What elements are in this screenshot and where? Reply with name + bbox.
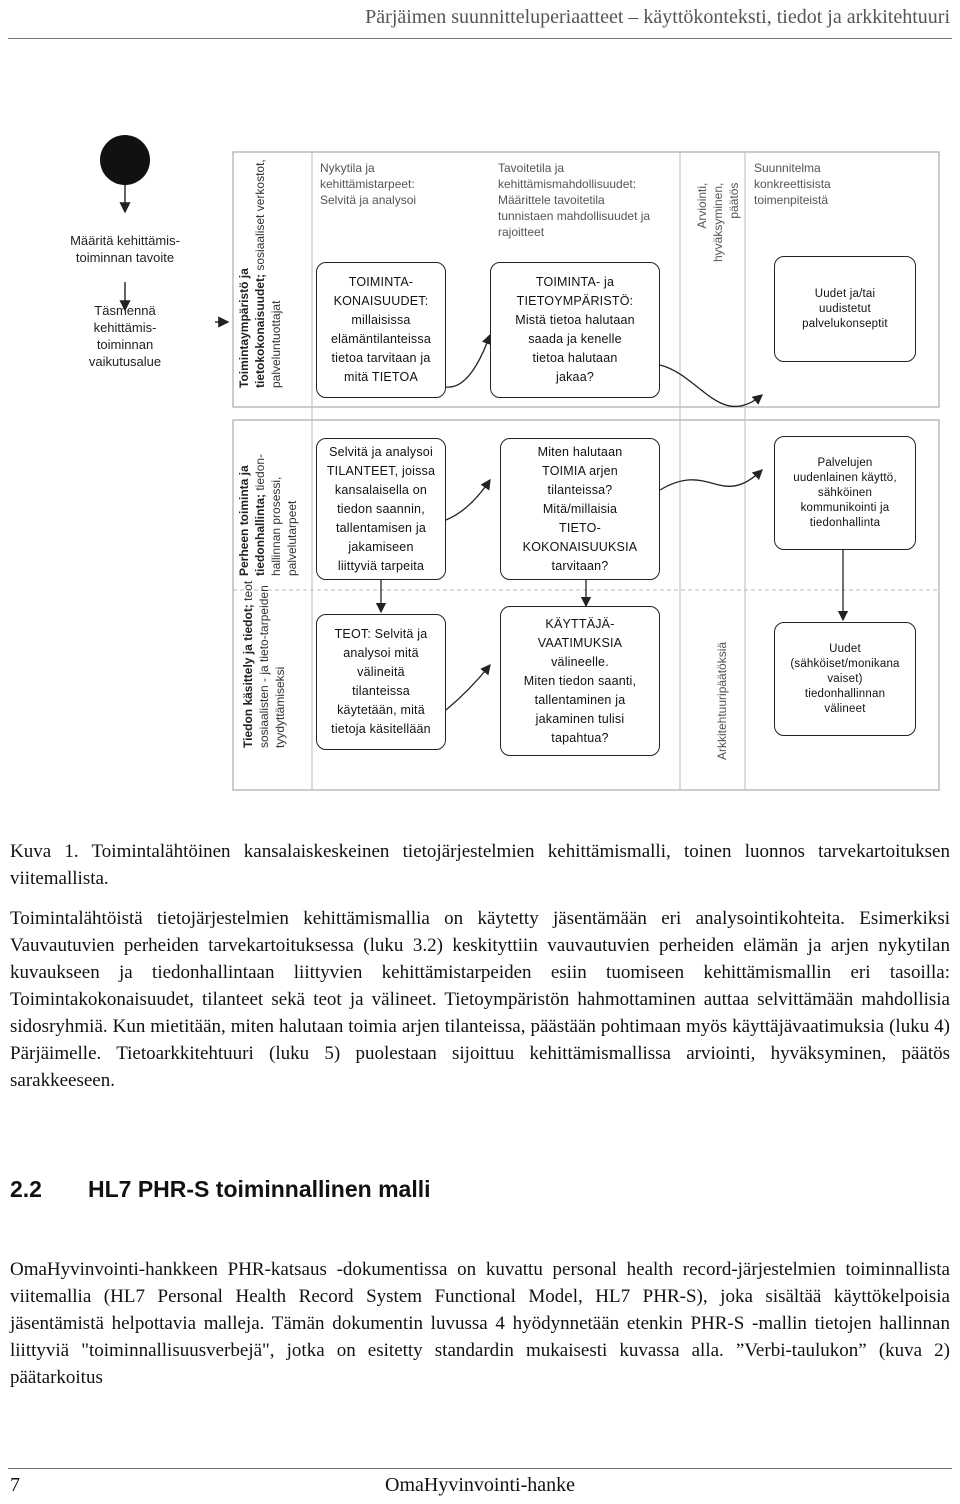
lane1-bold: Toimintaympäristö ja tietokokonaisuudet; [237, 268, 267, 388]
node-current-deeds: TEOT: Selvitä ja analysoi mitä välineitä tilanteissa käytetään, mitä tietoja käsitellään [316, 614, 446, 750]
footer-title: OmaHyvinvointi-hanke [385, 1474, 575, 1496]
section-title: HL7 PHR-S toiminnallinen malli [88, 1176, 431, 1202]
scope-text: Täsmennä kehittämis- toiminnan vaikutusalue [88, 303, 162, 369]
node-current-activities: TOIMINTA- KONAISUUDET: millaisissa elämäntilanteissa tietoa tarvitaan ja mitä TIETOA [316, 262, 446, 398]
node-target-environment: TOIMINTA- ja TIETOYMPÄRISTÖ: Mistä tietoa halutaan saada ja kenelle tietoa halutaan jakaa? [490, 262, 660, 398]
footer-rule [8, 1468, 952, 1469]
paragraph-2: OmaHyvinvointi-hankkeen PHR-katsaus -dokumentissa on kuvattu personal health record-järjestelmien toiminnallista viitemallia (HL7 Personal Health Record System Functional Model, HL7 PHR-S), joka sisältää käyttökelpoisia jäsentämistä helpottavia malleja. Tämän dokumentin luvussa 4 hyödynnetään etenkin PHR-S -mallin tietojen hallinnan liittyviä "toiminnallisuusverbejä", jotka on esitetty standardin mukaisesti kuvassa alla. ”Verbi-taulukon” (kuva 2) päätarkoitus [10, 1259, 950, 1388]
paragraph-1: Toimintalähtöistä tietojärjestelmien kehittämismallia on käytetty jäsentämään eri analysointikohteita. Esimerkiksi Vauvautuvien perheiden tarvekartoituksessa (luku 3.2) keskityttiin vauvautuvien perheiden elämän ja arjen nykytilan kuvaukseen ja tiedonhallintaan liittyvien kehittämistarpeiden esiin tuomiseen kehittämismallin eri tasoilla: Toimintakokonaisuudet, tilanteet sekä teot ja välineet. Tietoympäristön hahmottaminen auttaa selvittämään mahdollisia sidosryhmiä. Kun mietitään, miten halutaan toimia arjen tilanteissa, päästään pohtimaan myös käyttäjävaatimuksia (luku 4) Pärjäimelle. Tietoarkkitehtuuri (luku 5) puolestaan sijoittuu kehittämismallissa arviointi, hyväksyminen, päätös sarakkeeseen. [10, 908, 950, 1091]
start-node-icon [100, 135, 150, 185]
node-plan-service-use: Palvelujen uudenlainen käyttö, sähköinen kommunikointi ja tiedonhallinta [774, 436, 916, 550]
node-plan-tools: Uudet (sähköiset/monikana vaiset) tiedonhallinnan välineet [774, 622, 916, 736]
goal-text: Määritä kehittämis- toiminnan tavoite [70, 233, 180, 265]
node-target-acting: Miten halutaan TOIMIA arjen tilanteissa? Mitä/millaisia TIETO- KOKONAISUUKSIA tarvitaan? [500, 438, 660, 580]
architecture-decisions-label: Arkkitehtuuripäätöksiä [715, 641, 729, 760]
column-head-evaluation: Arviointi, hyväksyminen, päätös [695, 182, 741, 262]
section-number: 2.2 [10, 1176, 42, 1202]
node-target-user-requirements: KÄYTTÄJÄ- VAATIMUKSIA välineelle. Miten tiedon saanti, tallentaminen ja jakaminen tulisi tapahtua? [500, 606, 660, 756]
column-head-current: Nykytila ja kehittämistarpeet: Selvitä ja analysoi [320, 161, 417, 207]
lane3-bold: Tiedon käsittely ja tiedot; [241, 604, 255, 748]
lane-label-environment [236, 158, 284, 388]
lane-label-information [240, 568, 288, 748]
lane2-rest: tiedon-hallinnan prosessi, palvelutarpeet [253, 453, 299, 576]
header-rule [8, 38, 952, 39]
column-head-plan: Suunnitelma konkreettisista toimenpiteistä [754, 161, 831, 207]
running-header: Pärjäimen suunnitteluperiaatteet – käyttökonteksti, tiedot ja arkkitehtuuri [365, 6, 950, 28]
section-heading [10, 1176, 430, 1203]
node-current-situations: Selvitä ja analysoi TILANTEET, joissa kansalaisella on tiedon saannin, tallentamisen ja jakamiseen liittyviä tarpeita [316, 438, 446, 580]
page-number: 7 [10, 1474, 20, 1496]
development-model-diagram [0, 120, 960, 810]
node-plan-concepts: Uudet ja/tai uudistetut palvelukonseptit [774, 256, 916, 362]
column-head-target: Tavoitetila ja kehittämismahdollisuudet: Määrittele tavoitetila tunnistaen mahdollisuudet ja rajoitteet [498, 161, 651, 239]
lane2-bold: Perheen toiminta ja tiedonhallinta; [237, 465, 267, 576]
lane-label-family [236, 426, 300, 576]
figure-caption: Kuva 1. Toimintalähtöinen kansalaiskeskeinen tietojärjestelmien kehittämismalli, toinen luonnos tarvekartoituksen viitemallista. [10, 841, 950, 889]
lane1-rest: sosiaaliset verkostot, palveluntuottajat [253, 159, 283, 388]
lane3-rest: teot sosiaalisten - ja tieto-tarpeiden tyydyttämiseksi [241, 580, 287, 748]
